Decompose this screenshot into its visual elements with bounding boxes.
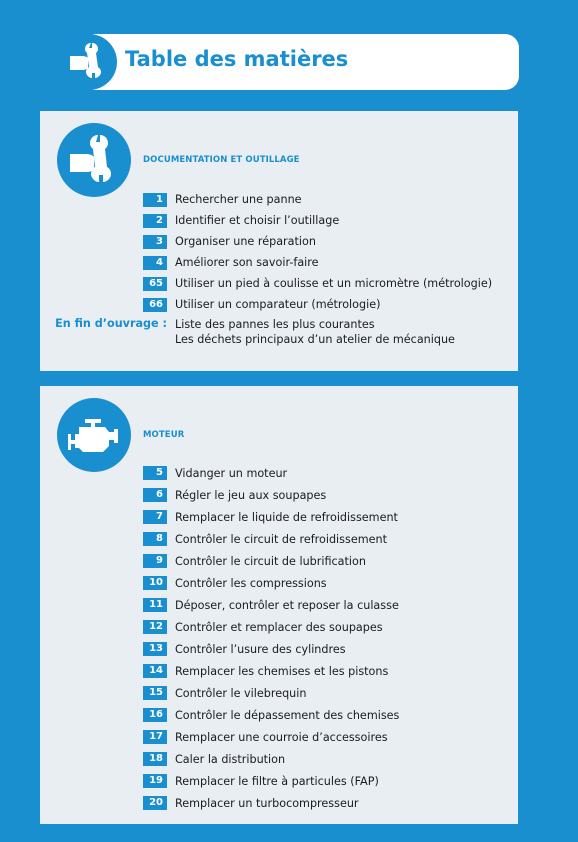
toc-entry[interactable] xyxy=(143,572,513,594)
entry-title: Contrôler le circuit de refroidissement xyxy=(175,532,387,546)
header-badge xyxy=(61,34,117,90)
entry-number: 8 xyxy=(143,532,167,546)
entry-title: Remplacer le liquide de refroidissement xyxy=(175,510,398,524)
toc-entry[interactable] xyxy=(143,682,513,704)
toc-entry[interactable] xyxy=(143,484,513,506)
entry-title: Contrôler les compressions xyxy=(175,576,327,590)
entry-number: 19 xyxy=(143,774,167,788)
toc-entry[interactable] xyxy=(143,792,513,814)
entry-title: Contrôler et remplacer des soupapes xyxy=(175,620,383,634)
entry-title: Organiser une réparation xyxy=(175,235,316,248)
end-of-book-label: En fin d’ouvrage : xyxy=(55,317,167,330)
section-title: DOCUMENTATION ET OUTILLAGE xyxy=(143,155,300,165)
toc-entry[interactable] xyxy=(143,252,513,273)
end-of-book-line[interactable]: Liste des pannes les plus courantes xyxy=(175,318,375,331)
toc-entry[interactable] xyxy=(143,528,513,550)
toc-entry[interactable] xyxy=(143,770,513,792)
section-moteur xyxy=(40,386,518,824)
entry-title: Contrôler l’usure des cylindres xyxy=(175,642,346,656)
entry-number: 14 xyxy=(143,664,167,678)
entry-title: Identifier et choisir l’outillage xyxy=(175,214,340,227)
entry-number: 10 xyxy=(143,576,167,590)
toc-entry[interactable] xyxy=(143,273,513,294)
section-title: MOTEUR xyxy=(143,430,185,440)
entry-number: 1 xyxy=(143,193,167,207)
toc-entry[interactable] xyxy=(143,594,513,616)
entry-title: Régler le jeu aux soupapes xyxy=(175,488,327,502)
toc-entry[interactable] xyxy=(143,704,513,726)
entry-title: Rechercher une panne xyxy=(175,193,302,206)
entry-title: Remplacer un turbocompresseur xyxy=(175,796,359,810)
entry-list xyxy=(143,462,513,814)
entry-number: 7 xyxy=(143,510,167,524)
entry-number: 66 xyxy=(143,298,167,312)
toc-entry[interactable] xyxy=(143,210,513,231)
end-of-book-line[interactable]: Les déchets principaux d’un atelier de mécanique xyxy=(175,333,455,346)
toc-entry[interactable] xyxy=(143,660,513,682)
toc-entry[interactable] xyxy=(143,189,513,210)
toc-entry[interactable] xyxy=(143,294,513,315)
toc-header xyxy=(61,34,519,90)
toc-entry[interactable] xyxy=(143,726,513,748)
entry-title: Améliorer son savoir-faire xyxy=(175,256,319,269)
entry-number: 17 xyxy=(143,730,167,744)
page-title: Table des matières xyxy=(125,47,349,71)
entry-title: Déposer, contrôler et reposer la culasse xyxy=(175,598,399,612)
entry-title: Remplacer le filtre à particules (FAP) xyxy=(175,774,379,788)
engine-icon xyxy=(57,398,131,472)
entry-number: 18 xyxy=(143,752,167,766)
entry-title: Vidanger un moteur xyxy=(175,466,288,480)
entry-title: Contrôler le circuit de lubrification xyxy=(175,554,366,568)
entry-list xyxy=(143,189,513,315)
toc-entry[interactable] xyxy=(143,748,513,770)
section-icon-badge xyxy=(57,398,131,472)
entry-title: Remplacer les chemises et les pistons xyxy=(175,664,389,678)
toc-entry[interactable] xyxy=(143,506,513,528)
entry-number: 13 xyxy=(143,642,167,656)
wrench-hand-icon xyxy=(67,40,111,84)
entry-number: 5 xyxy=(143,466,167,480)
toc-entry[interactable] xyxy=(143,616,513,638)
entry-number: 16 xyxy=(143,708,167,722)
toc-entry[interactable] xyxy=(143,462,513,484)
entry-number: 4 xyxy=(143,256,167,270)
end-of-book-lines xyxy=(175,317,455,347)
entry-title: Contrôler le dépassement des chemises xyxy=(175,708,400,722)
entry-number: 9 xyxy=(143,554,167,568)
toc-entry[interactable] xyxy=(143,638,513,660)
entry-number: 12 xyxy=(143,620,167,634)
entry-number: 6 xyxy=(143,488,167,502)
toc-entry[interactable] xyxy=(143,550,513,572)
entry-title: Caler la distribution xyxy=(175,752,286,766)
entry-number: 65 xyxy=(143,277,167,291)
toc-entry[interactable] xyxy=(143,231,513,252)
section-icon-badge xyxy=(57,123,131,197)
entry-number: 11 xyxy=(143,598,167,612)
entry-number: 2 xyxy=(143,214,167,228)
section-documentation xyxy=(40,111,518,371)
entry-title: Contrôler le vilebrequin xyxy=(175,686,307,700)
entry-number: 15 xyxy=(143,686,167,700)
entry-title: Utiliser un comparateur (métrologie) xyxy=(175,298,381,311)
entry-title: Utiliser un pied à coulisse et un micromètre (métrologie) xyxy=(175,277,493,290)
entry-title: Remplacer une courroie d’accessoires xyxy=(175,730,388,744)
entry-number: 20 xyxy=(143,796,167,810)
entry-number: 3 xyxy=(143,235,167,249)
wrench-hand-icon xyxy=(57,123,131,197)
